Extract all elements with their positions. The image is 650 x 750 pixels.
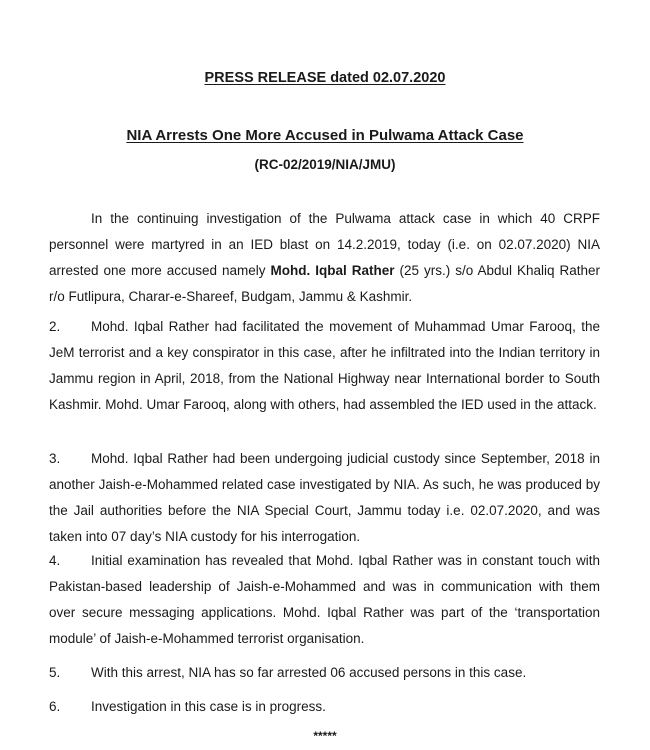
paragraph-1-text-b: (25 yrs.) s/o Abdul Khaliq Rather r/o Futlipura, Charar-e-Shareef, Budgam, Jammu & Kashmir. xyxy=(49,263,600,304)
paragraph-4 xyxy=(49,548,600,652)
paragraph-5-text: With this arrest, NIA has so far arrested 06 accused persons in this case. xyxy=(91,665,527,680)
paragraph-number: 3. xyxy=(49,451,61,466)
document-title: NIA Arrests One More Accused in Pulwama Attack Case xyxy=(126,127,524,144)
paragraph-3-text: Mohd. Iqbal Rather had been undergoing judicial custody since September, 2018 in another Jaish-e-Mohammed related case investigated by NIA. As such, he was produced by the Jail authorities before the NIA Special Court, Jammu today i.e. 02.07.2020, and was taken into 07 day’s NIA custody for his interrogation. xyxy=(49,451,600,544)
paragraph-2 xyxy=(49,314,600,418)
paragraph-1-text-a: In the continuing investigation of the Pulwama attack case in which 40 CRPF personnel were martyred in an IED blast on 14.2.2019, today (i.e. on 02.07.2020) NIA arrested one more accused namely xyxy=(49,211,600,278)
paragraph-6-text: Investigation in this case is in progress. xyxy=(91,699,326,714)
accused-name: Mohd. Iqbal Rather xyxy=(270,263,395,278)
paragraph-1 xyxy=(49,206,600,310)
paragraph-4-text: Initial examination has revealed that Mohd. Iqbal Rather was in constant touch with Pakistan-based leadership of Jaish-e-Mohammed and was in communication with them over secure messaging applications. Mohd. Iqbal Rather was part of the ‘transportation module’ of Jaish-e-Mohammed terrorist organisation. xyxy=(49,553,600,646)
paragraph-number: 4. xyxy=(49,553,61,568)
paragraph-2-text: Mohd. Iqbal Rather had facilitated the movement of Muhammad Umar Farooq, the JeM terrorist and a key conspirator in this case, after he infiltrated into the Indian territory in Jammu region in April, 2018, from the National Highway near International border to South Kashmir. Mohd. Umar Farooq, along with others, had assembled the IED used in the attack. xyxy=(49,319,600,412)
paragraph-number: 2. xyxy=(49,319,61,334)
paragraph-number: 5. xyxy=(49,665,61,680)
end-marker: ***** xyxy=(313,729,337,743)
paragraph-3 xyxy=(49,446,600,550)
paragraph-5 xyxy=(49,660,600,686)
paragraph-6 xyxy=(49,694,600,720)
press-release-heading: PRESS RELEASE dated 02.07.2020 xyxy=(204,70,446,86)
paragraph-number: 6. xyxy=(49,699,61,714)
case-number: (RC-02/2019/NIA/JMU) xyxy=(254,157,396,172)
